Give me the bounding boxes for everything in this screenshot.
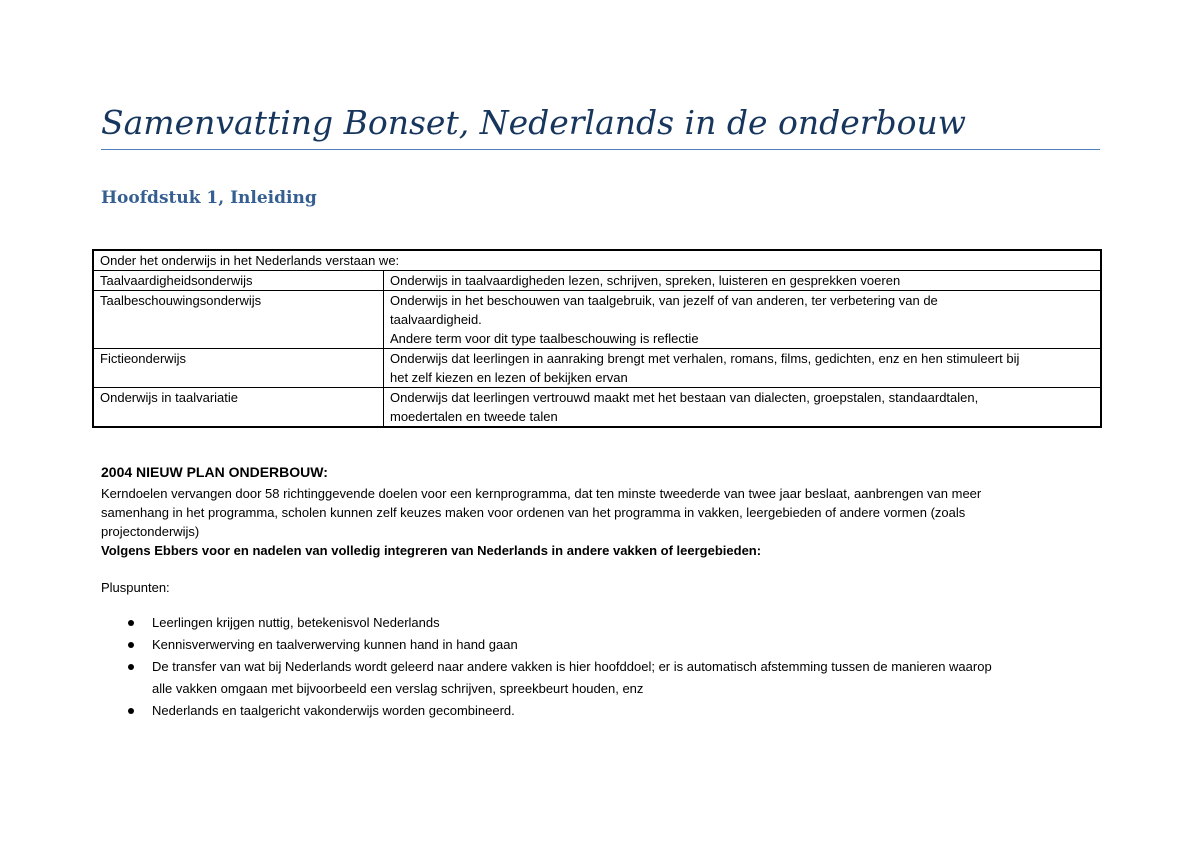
paragraph-line: projectonderwijs): [101, 524, 200, 539]
list-item: [101, 700, 1091, 722]
definitions-table: [92, 249, 1102, 428]
list-item-line: Nederlands en taalgericht vakonderwijs worden gecombineerd.: [152, 703, 515, 718]
definition-line: het zelf kiezen en lezen of bekijken ervan: [390, 370, 628, 385]
list-item-line: De transfer van wat bij Nederlands wordt geleerd naar andere vakken is hier hoofddoel; er is automatisch afstemming tussen de manieren waarop: [152, 659, 992, 674]
table-term-cell: Onderwijs in taalvariatie: [93, 388, 384, 428]
table-header-cell: Onder het onderwijs in het Nederlands verstaan we:: [93, 250, 1101, 271]
definition-line: Onderwijs in het beschouwen van taalgebruik, van jezelf of van anderen, ter verbetering van de: [390, 293, 938, 308]
table-definition-cell: [384, 388, 1102, 428]
document-title: Samenvatting Bonset, Nederlands in de onderbouw: [101, 103, 967, 142]
list-item: [101, 634, 1091, 656]
list-item-line: Kennisverwerving en taalverwerving kunnen hand in hand gaan: [152, 637, 518, 652]
pluspunten-list: [101, 612, 1091, 722]
table-row: [93, 349, 1101, 388]
bullet-icon: [128, 642, 134, 648]
chapter-heading: Hoofdstuk 1, Inleiding: [101, 188, 317, 208]
definition-line: Onderwijs dat leerlingen in aanraking brengt met verhalen, romans, films, gedichten, enz en hen stimuleert bij: [390, 351, 1020, 366]
table-definition-cell: [384, 349, 1102, 388]
list-item-line: alle vakken omgaan met bijvoorbeeld een verslag schrijven, spreekbeurt houden, enz: [152, 681, 644, 696]
table-header-row: [93, 250, 1101, 271]
bold-subheading: Volgens Ebbers voor en nadelen van volledig integreren van Nederlands in andere vakken of leergebieden:: [101, 543, 762, 558]
table-term-cell: Fictieonderwijs: [93, 349, 384, 388]
body-paragraph: [101, 484, 1091, 560]
table-row: [93, 271, 1101, 291]
definition-line: Onderwijs dat leerlingen vertrouwd maakt met het bestaan van dialecten, groepstalen, standaardtalen,: [390, 390, 979, 405]
table-term-cell: Taalvaardigheidsonderwijs: [93, 271, 384, 291]
paragraph-line: samenhang in het programma, scholen kunnen zelf keuzes maken voor ordenen van het programma in vakken, leergebieden of andere vormen (zoals: [101, 505, 966, 520]
list-item-line: Leerlingen krijgen nuttig, betekenisvol Nederlands: [152, 615, 440, 630]
table-row: [93, 291, 1101, 349]
bullet-icon: [128, 620, 134, 626]
paragraph-line: Kerndoelen vervangen door 58 richtinggevende doelen voor een kernprogramma, dat ten minste tweederde van twee jaar beslaat, aanbrengen van meer: [101, 486, 982, 501]
definition-line: moedertalen en tweede talen: [390, 409, 558, 424]
list-item: [101, 612, 1091, 634]
list-item: [101, 656, 1091, 700]
bullet-icon: [128, 664, 134, 670]
bullet-icon: [128, 708, 134, 714]
definition-line: taalvaardigheid.: [390, 312, 482, 327]
table-row: [93, 388, 1101, 428]
pluspunten-label: Pluspunten:: [101, 580, 170, 595]
definition-line: Onderwijs in taalvaardigheden lezen, schrijven, spreken, luisteren en gesprekken voeren: [390, 273, 901, 288]
title-underline-rule: [101, 149, 1100, 150]
table-definition-cell: [384, 271, 1102, 291]
definition-line: Andere term voor dit type taalbeschouwing is reflectie: [390, 331, 699, 346]
section-heading: 2004 NIEUW PLAN ONDERBOUW:: [101, 464, 328, 480]
table-term-cell: Taalbeschouwingsonderwijs: [93, 291, 384, 349]
table-definition-cell: [384, 291, 1102, 349]
